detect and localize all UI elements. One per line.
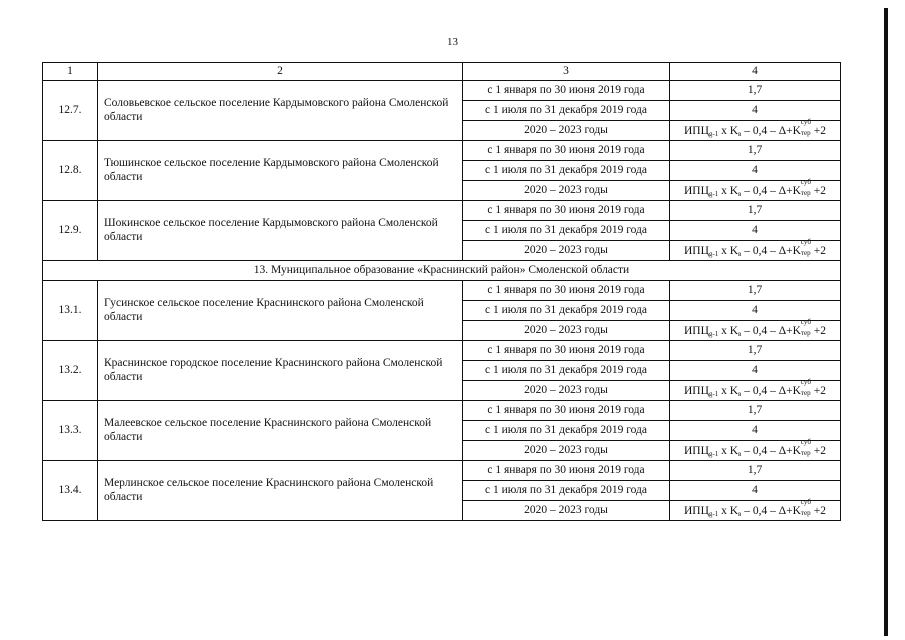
formula-k-sup: суб (800, 497, 811, 506)
section-row (43, 261, 841, 281)
period-cell: 2020 – 2023 годы (463, 241, 670, 261)
formula-kv-sub: в (738, 449, 742, 458)
formula-tail: +2 (810, 124, 827, 137)
value-cell: 1,7 (670, 141, 841, 161)
formula-k-sup: суб (800, 377, 811, 386)
period-cell: 2020 – 2023 годы (463, 321, 670, 341)
period-cell: 2020 – 2023 годы (463, 381, 670, 401)
value-cell: 1,7 (670, 461, 841, 481)
formula-rest: – 0,4 – Δ+K (741, 184, 801, 197)
formula-ipc: ИПЦ (683, 504, 709, 517)
formula-tail: +2 (810, 184, 827, 197)
row-number: 12.9. (43, 201, 98, 261)
formula-k-sup: суб (800, 177, 811, 186)
table-row (43, 461, 841, 481)
municipality-name: Тюшинское сельское поселение Кардымовского района Смоленской области (98, 141, 463, 201)
formula-ipc-sub: g-1 (708, 389, 719, 398)
formula-k-indices (800, 177, 811, 197)
formula-ipc: ИПЦ (683, 444, 709, 457)
period-cell: с 1 января по 30 июня 2019 года (463, 281, 670, 301)
value-cell (670, 317, 841, 341)
period-cell: с 1 июля по 31 декабря 2019 года (463, 481, 670, 501)
municipality-name: Гусинское сельское поселение Краснинского района Смоленской области (98, 281, 463, 341)
municipality-name: Краснинское городское поселение Краснинского района Смоленской области (98, 341, 463, 401)
municipality-name: Шокинское сельское поселение Кардымовского района Смоленской области (98, 201, 463, 261)
value-cell: 1,7 (670, 281, 841, 301)
formula-mid: x K (718, 184, 739, 197)
formula-mid: x K (718, 244, 739, 257)
formula-tail: +2 (810, 384, 827, 397)
value-cell: 1,7 (670, 81, 841, 101)
formula-ipc: ИПЦ (683, 324, 709, 337)
formula-ipc-sub: g-1 (708, 509, 719, 518)
formula-ipc-sub: g-1 (708, 129, 719, 138)
scan-edge-bar (884, 8, 888, 636)
formula-kv-sub: в (738, 129, 742, 138)
formula-ipc-sub: g-1 (708, 329, 719, 338)
period-cell: 2020 – 2023 годы (463, 441, 670, 461)
formula-k-indices (800, 377, 811, 397)
table-row (43, 81, 841, 101)
period-cell: с 1 января по 30 июня 2019 года (463, 461, 670, 481)
period-cell: с 1 июля по 31 декабря 2019 года (463, 221, 670, 241)
period-cell: с 1 января по 30 июня 2019 года (463, 341, 670, 361)
formula-mid: x K (718, 504, 739, 517)
table-header-row (43, 63, 841, 81)
tariff-table (42, 62, 841, 521)
value-cell (670, 177, 841, 201)
value-cell (670, 437, 841, 461)
formula-ipc: ИПЦ (683, 244, 709, 257)
period-cell: с 1 января по 30 июня 2019 года (463, 81, 670, 101)
formula-k-indices (800, 497, 811, 517)
table-row (43, 341, 841, 361)
row-number: 13.4. (43, 461, 98, 521)
formula-k-sup: суб (800, 437, 811, 446)
period-cell: 2020 – 2023 годы (463, 121, 670, 141)
formula-k-sup: суб (800, 117, 811, 126)
section-title: 13. Муниципальное образование «Краснинский район» Смоленской области (43, 261, 841, 281)
formula-rest: – 0,4 – Δ+K (741, 384, 801, 397)
period-cell: с 1 июля по 31 декабря 2019 года (463, 361, 670, 381)
value-cell: 4 (670, 421, 841, 441)
formula-tail: +2 (810, 244, 827, 257)
formula-kv-sub: в (738, 509, 742, 518)
period-cell: 2020 – 2023 годы (463, 181, 670, 201)
value-cell: 4 (670, 161, 841, 181)
formula-rest: – 0,4 – Δ+K (741, 504, 801, 517)
period-cell: с 1 января по 30 июня 2019 года (463, 201, 670, 221)
row-number: 13.1. (43, 281, 98, 341)
table-row (43, 401, 841, 421)
header-col-2: 2 (98, 63, 463, 81)
formula-rest: – 0,4 – Δ+K (741, 124, 801, 137)
header-col-4: 4 (670, 63, 841, 81)
formula-tail: +2 (810, 504, 827, 517)
period-cell: 2020 – 2023 годы (463, 501, 670, 521)
period-cell: с 1 января по 30 июня 2019 года (463, 141, 670, 161)
formula-ipc: ИПЦ (683, 124, 709, 137)
formula-k-sup: суб (800, 317, 811, 326)
formula-rest: – 0,4 – Δ+K (741, 324, 801, 337)
header-col-1: 1 (43, 63, 98, 81)
formula-k-sup: суб (800, 237, 811, 246)
header-col-3: 3 (463, 63, 670, 81)
formula-k-sub: тер (800, 448, 811, 457)
formula-mid: x K (718, 444, 739, 457)
formula-rest: – 0,4 – Δ+K (741, 244, 801, 257)
formula-k-sub: тер (800, 388, 811, 397)
table-row (43, 281, 841, 301)
formula-ipc: ИПЦ (683, 384, 709, 397)
formula-mid: x K (718, 384, 739, 397)
value-cell: 1,7 (670, 201, 841, 221)
formula-k-indices (800, 437, 811, 457)
formula-k-indices (800, 237, 811, 257)
value-cell: 4 (670, 481, 841, 501)
formula-k-sub: тер (800, 508, 811, 517)
formula-kv-sub: в (738, 329, 742, 338)
row-number: 13.2. (43, 341, 98, 401)
value-cell: 4 (670, 301, 841, 321)
page-number: 13 (447, 36, 458, 48)
formula-ipc-sub: g-1 (708, 449, 719, 458)
formula-mid: x K (718, 124, 739, 137)
formula-ipc: ИПЦ (683, 184, 709, 197)
table-row (43, 141, 841, 161)
formula-kv-sub: в (738, 189, 742, 198)
formula-k-sub: тер (800, 248, 811, 257)
formula-k-sub: тер (800, 328, 811, 337)
formula-k-indices (800, 117, 811, 137)
formula-kv-sub: в (738, 389, 742, 398)
value-cell (670, 497, 841, 521)
period-cell: с 1 июля по 31 декабря 2019 года (463, 161, 670, 181)
formula-tail: +2 (810, 324, 827, 337)
row-number: 13.3. (43, 401, 98, 461)
formula-tail: +2 (810, 444, 827, 457)
formula-ipc-sub: g-1 (708, 249, 719, 258)
row-number: 12.8. (43, 141, 98, 201)
period-cell: с 1 июля по 31 декабря 2019 года (463, 301, 670, 321)
value-cell: 4 (670, 361, 841, 381)
value-cell (670, 117, 841, 141)
value-cell (670, 377, 841, 401)
formula-kv-sub: в (738, 249, 742, 258)
formula-mid: x K (718, 324, 739, 337)
formula-k-indices (800, 317, 811, 337)
formula-rest: – 0,4 – Δ+K (741, 444, 801, 457)
municipality-name: Мерлинское сельское поселение Краснинского района Смоленской области (98, 461, 463, 521)
municipality-name: Соловьевское сельское поселение Кардымовского района Смоленской области (98, 81, 463, 141)
formula-ipc-sub: g-1 (708, 189, 719, 198)
row-number: 12.7. (43, 81, 98, 141)
period-cell: с 1 июля по 31 декабря 2019 года (463, 421, 670, 441)
municipality-name: Малеевское сельское поселение Краснинского района Смоленской области (98, 401, 463, 461)
table-row (43, 201, 841, 221)
value-cell: 1,7 (670, 401, 841, 421)
value-cell: 4 (670, 101, 841, 121)
value-cell (670, 237, 841, 261)
formula-k-sub: тер (800, 128, 811, 137)
period-cell: с 1 января по 30 июня 2019 года (463, 401, 670, 421)
value-cell: 1,7 (670, 341, 841, 361)
period-cell: с 1 июля по 31 декабря 2019 года (463, 101, 670, 121)
value-cell: 4 (670, 221, 841, 241)
formula-k-sub: тер (800, 188, 811, 197)
